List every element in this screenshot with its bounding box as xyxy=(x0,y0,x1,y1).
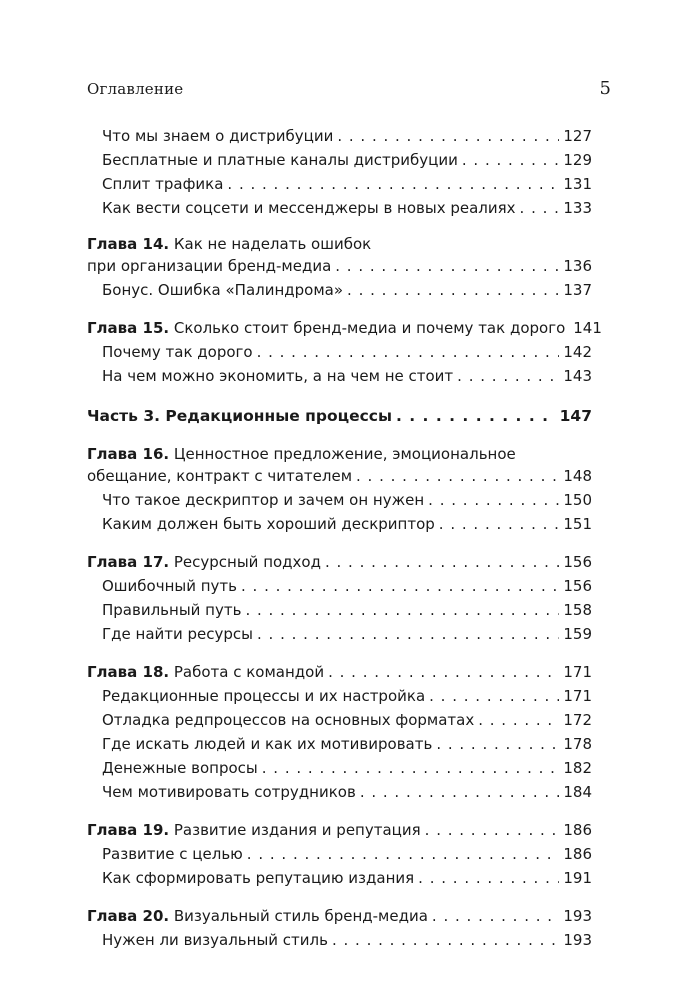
toc-entry xyxy=(87,574,592,598)
toc-entry-page: 172 xyxy=(563,711,592,729)
toc-entry-page: 156 xyxy=(563,553,592,571)
chapter-title: Как не наделать ошибок xyxy=(173,235,372,253)
toc-entry-title: Что мы знаем о дистрибуции xyxy=(102,127,334,145)
toc-entry-page: 186 xyxy=(563,845,592,863)
toc-entry-page: 142 xyxy=(563,343,592,361)
toc-chapter-first-line xyxy=(87,444,592,464)
toc-entry-title: Нужен ли визуальный стиль xyxy=(102,931,328,949)
toc-chapter xyxy=(87,254,592,278)
toc-entry-title: Бонус. Ошибка «Палиндрома» xyxy=(102,281,344,299)
toc-entry-page: 148 xyxy=(563,467,592,485)
toc-chapter xyxy=(87,316,602,340)
dot-leader xyxy=(428,488,559,512)
dot-leader xyxy=(418,866,559,890)
table-of-contents xyxy=(87,124,602,952)
dot-leader xyxy=(360,780,560,804)
dot-leader xyxy=(520,196,560,220)
dot-leader xyxy=(328,660,559,684)
toc-entry xyxy=(87,598,592,622)
toc-entry-title: Где искать людей и как их мотивировать xyxy=(102,735,433,753)
toc-entry-page: 156 xyxy=(563,577,592,595)
chapter-label: Глава 18. xyxy=(87,663,170,681)
toc-entry-page: 147 xyxy=(559,407,592,425)
dot-leader xyxy=(247,842,560,866)
dot-leader xyxy=(436,732,559,756)
toc-chapter xyxy=(87,818,592,842)
toc-entry xyxy=(87,708,592,732)
toc-entry-page: 127 xyxy=(563,127,592,145)
chapter-title: Сколько стоит бренд-медиа и почему так дорого xyxy=(173,319,566,337)
chapter-title-continued: обещание, контракт с читателем xyxy=(87,467,353,485)
toc-entry-title: Денежные вопросы xyxy=(102,759,258,777)
toc-entry-title: Как вести соцсети и мессенджеры в новых реалиях xyxy=(102,199,516,217)
dot-leader xyxy=(429,684,559,708)
dot-leader xyxy=(325,550,559,574)
toc-entry xyxy=(87,488,592,512)
toc-entry-title: Где найти ресурсы xyxy=(102,625,254,643)
toc-chapter xyxy=(87,550,592,574)
toc-entry xyxy=(87,148,592,172)
toc-entry-title: Редакционные процессы и их настройка xyxy=(102,687,426,705)
toc-entry xyxy=(87,928,592,952)
toc-entry-page: 159 xyxy=(563,625,592,643)
chapter-title: Ресурсный подход xyxy=(173,553,321,571)
chapter-title: Визуальный стиль бренд-медиа xyxy=(173,907,428,925)
dot-leader xyxy=(332,928,559,952)
toc-entry-page: 133 xyxy=(563,199,592,217)
chapter-title: Развитие издания и репутация xyxy=(173,821,421,839)
toc-entry xyxy=(87,866,592,890)
toc-entry-page: 158 xyxy=(563,601,592,619)
toc-entry-page: 171 xyxy=(563,687,592,705)
toc-chapter xyxy=(87,464,592,488)
toc-entry-title: На чем можно экономить, а на чем не стоит xyxy=(102,367,454,385)
toc-entry-title: Каким должен быть хороший дескриптор xyxy=(102,515,435,533)
toc-entry-title: Что такое дескриптор и зачем он нужен xyxy=(102,491,425,509)
toc-entry-page: 171 xyxy=(563,663,592,681)
toc-entry xyxy=(87,340,592,364)
toc-chapter-first-line xyxy=(87,234,592,254)
dot-leader xyxy=(241,574,559,598)
toc-entry-page: 186 xyxy=(563,821,592,839)
chapter-label: Глава 16. xyxy=(87,445,170,463)
dot-leader xyxy=(439,512,560,536)
chapter-title: Ценностное предложение, эмоциональное xyxy=(173,445,516,463)
toc-entry-title: Как сформировать репутацию издания xyxy=(102,869,415,887)
dot-leader xyxy=(457,364,559,388)
running-header xyxy=(87,80,611,104)
toc-entry-page: 141 xyxy=(573,319,602,337)
toc-chapter xyxy=(87,904,592,928)
running-header-title: Оглавление xyxy=(87,80,184,98)
toc-entry-page: 191 xyxy=(563,869,592,887)
toc-entry xyxy=(87,196,592,220)
dot-leader xyxy=(257,340,560,364)
toc-entry-page: 193 xyxy=(563,931,592,949)
toc-entry-page: 193 xyxy=(563,907,592,925)
toc-entry xyxy=(87,172,592,196)
toc-entry xyxy=(87,732,592,756)
toc-entry-page: 131 xyxy=(563,175,592,193)
toc-entry-title: Отладка редпроцессов на основных форматах xyxy=(102,711,475,729)
toc-entry xyxy=(87,622,592,646)
chapter-label: Глава 14. xyxy=(87,235,170,253)
toc-entry-title: Бесплатные и платные каналы дистрибуции xyxy=(102,151,458,169)
toc-entry-title: Почему так дорого xyxy=(102,343,253,361)
dot-leader xyxy=(227,172,559,196)
toc-chapter xyxy=(87,660,592,684)
part-title: Часть 3. Редакционные процессы xyxy=(87,407,392,425)
toc-entry xyxy=(87,124,592,148)
dot-leader xyxy=(425,818,560,842)
chapter-title: Работа с командой xyxy=(173,663,325,681)
toc-entry-title: Развитие с целью xyxy=(102,845,243,863)
toc-entry-title: Правильный путь xyxy=(102,601,242,619)
toc-entry-page: 184 xyxy=(563,783,592,801)
toc-entry xyxy=(87,756,592,780)
toc-entry-page: 137 xyxy=(563,281,592,299)
toc-entry xyxy=(87,684,592,708)
dot-leader xyxy=(262,756,560,780)
toc-entry xyxy=(87,780,592,804)
toc-entry-page: 129 xyxy=(563,151,592,169)
chapter-title-continued: при организации бренд-медиа xyxy=(87,257,332,275)
toc-entry xyxy=(87,512,592,536)
dot-leader xyxy=(462,148,559,172)
toc-entry xyxy=(87,364,592,388)
page-number: 5 xyxy=(599,78,611,99)
toc-entry-title: Сплит трафика xyxy=(102,175,224,193)
toc-entry-page: 136 xyxy=(563,257,592,275)
dot-leader xyxy=(347,278,559,302)
chapter-label: Глава 15. xyxy=(87,319,170,337)
toc-entry-page: 178 xyxy=(563,735,592,753)
dot-leader xyxy=(478,708,559,732)
toc-entry xyxy=(87,842,592,866)
toc-entry-title: Ошибочный путь xyxy=(102,577,237,595)
dot-leader xyxy=(432,904,559,928)
chapter-label: Глава 20. xyxy=(87,907,170,925)
toc-part xyxy=(87,404,592,428)
toc-entry-page: 182 xyxy=(563,759,592,777)
toc-entry-title: Чем мотивировать сотрудников xyxy=(102,783,356,801)
dot-leader xyxy=(257,622,559,646)
chapter-label: Глава 19. xyxy=(87,821,170,839)
chapter-label: Глава 17. xyxy=(87,553,170,571)
dot-leader xyxy=(396,404,556,428)
dot-leader xyxy=(356,464,559,488)
toc-entry-page: 150 xyxy=(563,491,592,509)
toc-entry-page: 151 xyxy=(563,515,592,533)
toc-entry xyxy=(87,278,592,302)
dot-leader xyxy=(337,124,559,148)
toc-entry-page: 143 xyxy=(563,367,592,385)
dot-leader xyxy=(245,598,559,622)
dot-leader xyxy=(335,254,559,278)
